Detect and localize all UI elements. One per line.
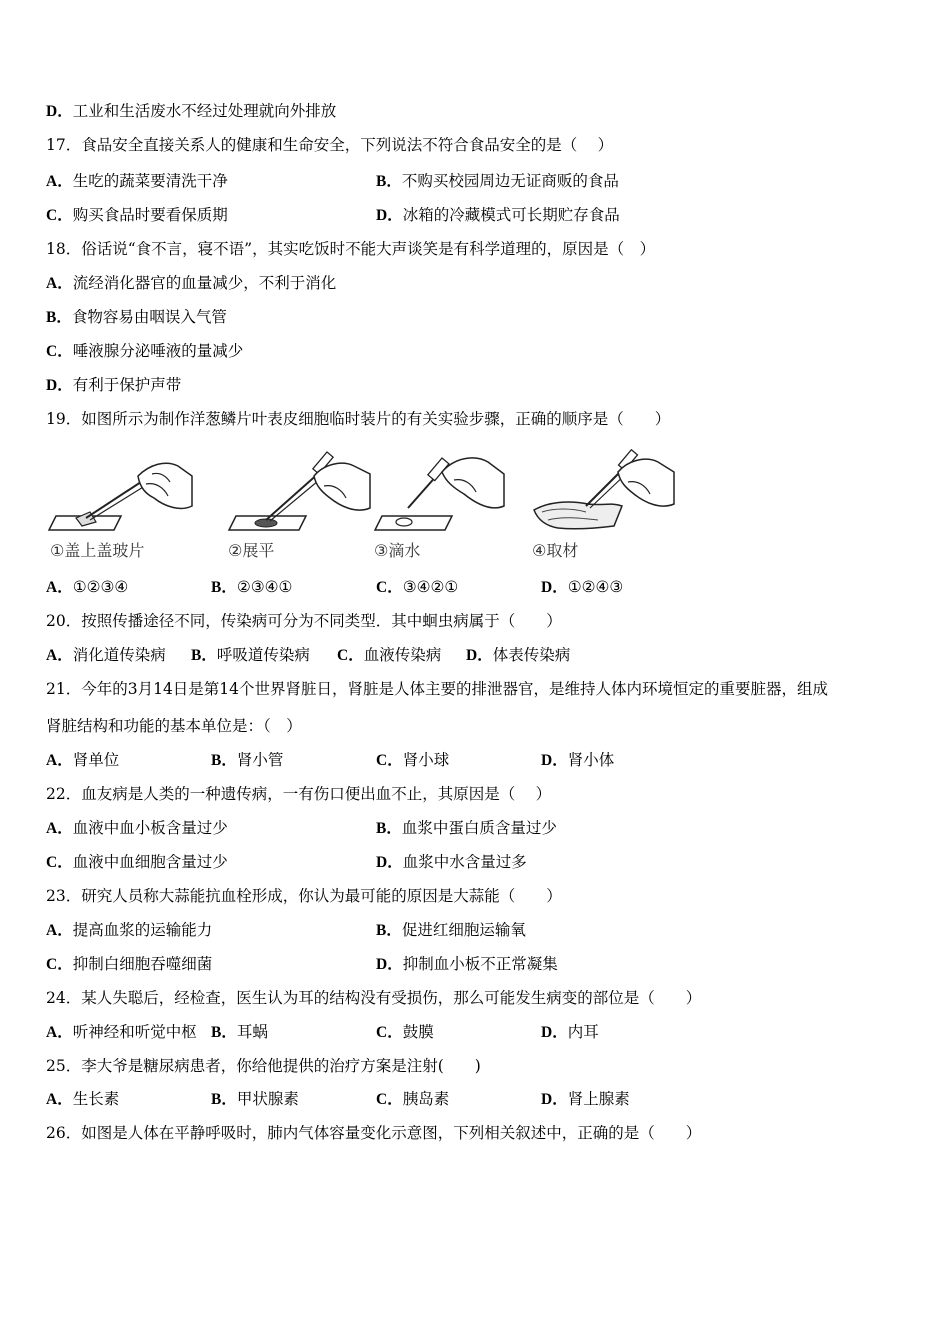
q25-option-a [46,1089,119,1110]
option-text: 肾小球 [402,751,450,769]
option-text: 体表传染病 [492,646,571,664]
option-letter: D． [541,1091,568,1108]
q19-stem: 19．如图所示为制作洋葱鳞片叶表皮细胞临时装片的有关实验步骤，正确的顺序是（ ） [46,410,671,428]
option-text: ②③④① [236,578,293,596]
option-letter: A． [46,275,73,292]
option-text: 购买食品时要看保质期 [72,206,228,224]
option-letter: D． [541,579,568,596]
figure-caption: ①盖上盖玻片 [50,541,145,560]
q22-stem: 22．血友病是人类的一种遗传病，一有伤口便出血不止，其原因是（ ） [46,785,552,803]
option-letter: B． [376,820,402,837]
q20-option-b [191,645,310,666]
q18-option-d [46,375,181,396]
option-text: 肾小体 [567,751,615,769]
option-text: 抑制血小板不正常凝集 [402,955,558,973]
q21-option-b [211,750,283,771]
figure-panel-flatten [224,446,374,566]
option-text: 血液中血小板含量过少 [72,819,228,837]
q21-option-a [46,750,119,771]
option-text: 听神经和听觉中枢 [72,1023,197,1041]
option-text: 唾液腺分泌唾液的量减少 [72,342,244,360]
option-letter: D． [466,647,493,664]
q24-option-a [46,1022,197,1043]
option-text: 血液中血细胞含量过少 [72,853,228,871]
figure-panel-drop-water [370,446,520,566]
q21-stem-line1: 21．今年的3月14日是第14个世界肾脏日，肾脏是人体主要的排泄器官，是维持人体内环境恒定的重要脏器，组成 [46,680,829,698]
option-letter: A． [46,752,73,769]
flatten-illustration [224,446,374,536]
option-letter: D． [376,207,403,224]
figure-caption: ③滴水 [374,541,421,560]
option-text: 耳蜗 [236,1023,268,1041]
q17-option-b [376,171,619,192]
option-text: 血浆中水含量过多 [402,853,527,871]
q20-option-a [46,645,166,666]
option-letter: D． [376,956,403,973]
option-text: 肾小管 [236,751,284,769]
option-letter: C． [46,854,73,871]
q19-option-a [46,577,128,598]
option-letter: A． [46,820,73,837]
option-letter: D． [541,1024,568,1041]
q17-option-d [376,205,620,226]
q16-option-d [46,101,336,122]
q25-option-c [376,1089,449,1110]
q19-option-b [211,577,292,598]
option-letter: A． [46,173,73,190]
option-letter: C． [376,752,403,769]
option-text: 抑制白细胞吞噬细菌 [72,955,213,973]
option-text: 有利于保护声带 [72,376,182,394]
cover-slip-illustration [46,446,196,536]
q19-option-c [376,577,458,598]
q22-option-d [376,852,527,873]
figure-panel-cover-slip [46,446,196,566]
q25-stem: 25．李大爷是糖尿病患者，你给他提供的治疗方案是注射( ) [46,1057,481,1075]
option-text: 流经消化器官的血量减少，不利于消化 [72,274,337,292]
option-letter: B． [211,1024,237,1041]
option-letter: B． [46,309,72,326]
q22-option-b [376,818,557,839]
option-letter: A． [46,647,73,664]
q24-option-d [541,1022,599,1043]
drop-water-illustration [370,446,520,536]
option-text: ①②④③ [567,578,624,596]
option-text: 促进红细胞运输氧 [401,921,526,939]
q20-option-c [337,645,441,666]
option-text: 甲状腺素 [236,1090,299,1108]
option-text: 提高血浆的运输能力 [72,921,213,939]
option-text: 消化道传染病 [72,646,166,664]
option-text: 胰岛素 [402,1090,450,1108]
q25-option-b [211,1089,299,1110]
option-letter: C． [376,1024,403,1041]
q20-stem: 20．按照传播途径不同，传染病可分为不同类型．其中蛔虫病属于（ ） [46,612,562,630]
option-text: 食物容易由咽误入气管 [71,308,227,326]
option-text: 内耳 [567,1023,599,1041]
option-letter: D． [541,752,568,769]
q23-option-a [46,920,212,941]
option-text: 血浆中蛋白质含量过少 [401,819,557,837]
q19-option-d [541,577,623,598]
option-letter: B． [191,647,217,664]
option-letter: A． [46,922,73,939]
q24-option-c [376,1022,434,1043]
q22-option-a [46,818,228,839]
q21-option-d [541,750,614,771]
option-letter: A． [46,579,73,596]
option-text: 冰箱的冷藏模式可长期贮存食品 [402,206,620,224]
option-text: 工业和生活废水不经过处理就向外排放 [72,102,337,120]
option-letter: C． [376,1091,403,1108]
option-letter: B． [376,922,402,939]
q23-option-c [46,954,212,975]
q18-option-c [46,341,243,362]
option-text: ①②③④ [72,578,129,596]
option-text: 肾单位 [72,751,120,769]
option-letter: B． [211,1091,237,1108]
option-letter: C． [376,579,403,596]
option-text: 肾上腺素 [567,1090,630,1108]
figure-panel-take-material [528,446,678,566]
option-text: 生长素 [72,1090,120,1108]
q17-option-a [46,171,228,192]
option-letter: B． [376,173,402,190]
q18-option-b [46,307,227,328]
q24-stem: 24．某人失聪后，经检查，医生认为耳的结构没有受损伤，那么可能发生病变的部位是（ ） [46,989,702,1007]
take-material-illustration [528,446,678,536]
option-text: 鼓膜 [402,1023,434,1041]
option-letter: C． [46,343,73,360]
option-letter: D． [376,854,403,871]
figure-caption: ②展平 [228,541,275,560]
option-letter: B． [211,579,237,596]
q18-stem: 18．俗话说“食不言，寝不语”，其实吃饭时不能大声谈笑是有科学道理的，原因是（ ） [46,240,656,258]
q23-stem: 23．研究人员称大蒜能抗血栓形成，你认为最可能的原因是大蒜能（ ） [46,887,562,905]
q21-stem-line2: 肾脏结构和功能的基本单位是：（ ） [46,717,302,735]
option-text: 呼吸道传染病 [216,646,310,664]
q20-option-d [466,645,570,666]
q22-option-c [46,852,228,873]
option-letter: D． [46,103,73,120]
option-letter: C． [337,647,364,664]
q25-option-d [541,1089,630,1110]
option-text: 血液传染病 [363,646,442,664]
q23-option-b [376,920,526,941]
option-text: 不购买校园周边无证商贩的食品 [401,172,619,190]
q18-option-a [46,273,336,294]
option-letter: A． [46,1024,73,1041]
q17-stem: 17．食品安全直接关系人的健康和生命安全，下列说法不符合食品安全的是（ ） [46,136,614,154]
option-letter: B． [211,752,237,769]
q17-option-c [46,205,228,226]
q19-figure [46,446,666,566]
q26-stem: 26．如图是人体在平静呼吸时，肺内气体容量变化示意图，下列相关叙述中，正确的是（ ） [46,1124,702,1142]
option-letter: C． [46,207,73,224]
option-letter: D． [46,377,73,394]
option-text: 生吃的蔬菜要清洗干净 [72,172,228,190]
figure-caption: ④取材 [532,541,579,560]
option-letter: C． [46,956,73,973]
option-letter: A． [46,1091,73,1108]
option-text: ③④②① [402,578,459,596]
q23-option-d [376,954,558,975]
q21-option-c [376,750,449,771]
q24-option-b [211,1022,268,1043]
